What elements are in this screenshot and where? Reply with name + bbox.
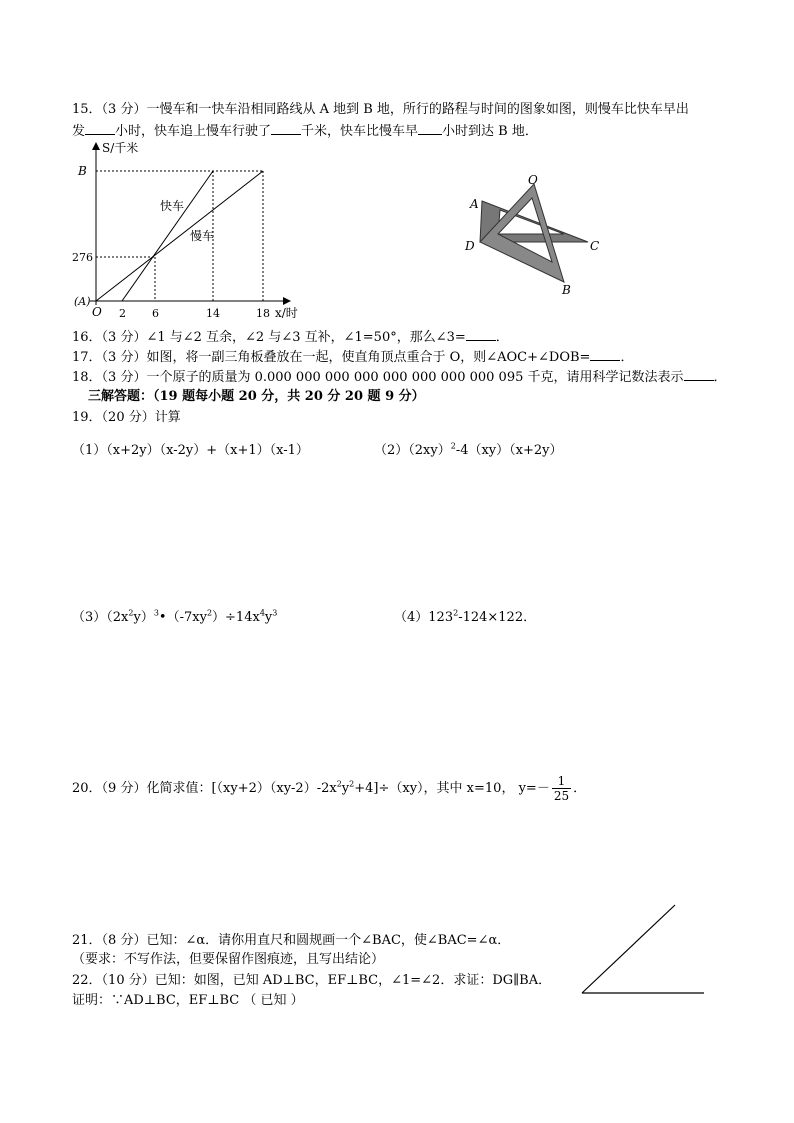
- q17-end: ．: [620, 350, 634, 365]
- label-B: B: [562, 283, 571, 297]
- q21-line2: （要求：不写作法，但要保留作图痕迹，且写出结论）: [72, 952, 385, 967]
- label-O: O: [92, 305, 102, 319]
- q19-p4-b: -124×122．: [458, 610, 537, 625]
- q20-a: 20．（9 分）化简求值：[（xy+2）（xy-2）-2x: [72, 781, 337, 796]
- q19-p3-d: ）÷14x: [212, 610, 260, 625]
- y-axis-arrow: [92, 142, 100, 150]
- fraction: [552, 774, 571, 803]
- q17: [72, 348, 633, 366]
- fast-car-label: 快车: [160, 199, 185, 213]
- q19-p4-a: （4）123: [394, 610, 454, 625]
- q19-p3-a: （3）（2x: [72, 610, 129, 625]
- label-B: B: [78, 164, 87, 178]
- label-C: C: [590, 239, 600, 253]
- fraction-numerator: 1: [552, 774, 571, 789]
- q20-sup2: 2: [349, 779, 355, 789]
- q15-text-d: 小时到达 B 地．: [442, 124, 538, 139]
- q15-text-c: 千米，快车比慢车早: [301, 124, 419, 139]
- answer-blank[interactable]: [684, 368, 714, 381]
- label-A: (A): [74, 295, 91, 308]
- q21-line1: 21．（8 分）已知：∠α．请你用直尺和圆规画一个∠BAC，使∠BAC=∠α．: [72, 933, 511, 948]
- q19-part4: [394, 610, 536, 626]
- tick-6: 6: [152, 307, 159, 320]
- q15-line2: [72, 122, 538, 140]
- q15-text-a: 发: [72, 124, 86, 139]
- q19-p4-sup: 2: [453, 608, 459, 618]
- q18-text: 18．（3 分）一个原子的质量为 0.000 000 000 000 000 000 000 000 095 千克，请用科学记数法表示: [72, 370, 684, 385]
- answer-blank[interactable]: [418, 122, 442, 135]
- set-squares-figure: [460, 172, 610, 302]
- q19-part3: [72, 610, 277, 626]
- fraction-denominator: 25: [553, 789, 570, 803]
- q19-part1: （1）（x+2y）（x-2y）+（x+1）（x-1）: [72, 443, 309, 458]
- q18-end: ．: [713, 370, 727, 385]
- q18: [72, 368, 727, 386]
- q16-text: 16．（3 分）∠1 与∠2 互余，∠2 与∠3 互补，∠1=50°，那么∠3=: [72, 330, 466, 345]
- answer-blank[interactable]: [271, 122, 301, 135]
- q15-text-b: 小时，快车追上慢车行驶了: [115, 124, 272, 139]
- q19-p3-sup5: 3: [272, 608, 278, 618]
- q17-text: 17．（3 分）如图，将一副三角板叠放在一起，使直角顶点重合于 O，则∠AOC+∠DOB=: [72, 350, 591, 365]
- distance-time-graph: [70, 140, 300, 325]
- angle-ray-1: [582, 905, 675, 993]
- label-276: 276: [72, 251, 93, 264]
- q16-end: ．: [495, 330, 509, 345]
- tick-2: 2: [119, 307, 126, 320]
- x-axis-arrow: [283, 297, 291, 305]
- q19-p3-b: y）: [133, 610, 154, 625]
- slow-car-label: 慢车: [190, 229, 215, 243]
- answer-blank[interactable]: [466, 328, 496, 341]
- q20-c: +4]÷（xy），其中 x=10， y=－: [354, 781, 550, 796]
- q19-p2-b: -4（xy）（x+2y）: [455, 443, 563, 458]
- q19-title: 19．（20 分）计算: [72, 410, 181, 425]
- tick-14: 14: [206, 307, 220, 320]
- q20-sup1: 2: [336, 779, 342, 789]
- label-D: D: [465, 239, 475, 253]
- q19-p3-sup3: 2: [206, 608, 213, 618]
- q19-part2: [374, 443, 563, 459]
- triangle-obx: [480, 184, 564, 282]
- label-A: A: [470, 197, 479, 211]
- q22-line1: 22．（10 分）已知：如图，已知 AD⊥BC，EF⊥BC，∠1=∠2．求证：DG∥BA．: [72, 973, 552, 988]
- q22-line2: 证明：∵AD⊥BC，EF⊥BC （ 已知 ）: [72, 993, 304, 1008]
- q19-p3-sup2: 3: [153, 608, 159, 618]
- q19-p2-sup: 2: [450, 441, 456, 451]
- q16: [72, 328, 509, 346]
- q20: [72, 772, 586, 808]
- q19-p2-a: （2）（2xy）: [374, 443, 451, 458]
- label-O: O: [528, 173, 538, 187]
- q19-p3-c: •（-7xy: [158, 610, 207, 625]
- q15-line1: 15．（3 分）一慢车和一快车沿相同路线从 A 地到 B 地，所行的路程与时间的图象如图，则慢车比快车早出: [72, 102, 689, 117]
- section-heading: 三解答题：（19 题每小题 20 分，共 20 分 20 题 9 分）: [88, 389, 425, 404]
- y-axis-label: S/千米: [102, 141, 139, 155]
- answer-blank[interactable]: [590, 348, 620, 361]
- q19-p3-e: y: [264, 610, 273, 625]
- q19-p3-sup1: 2: [128, 608, 134, 618]
- q19-p3-sup4: 4: [259, 608, 265, 618]
- q20-d: ．: [573, 781, 587, 796]
- answer-blank[interactable]: [85, 122, 115, 135]
- tick-18: 18: [256, 307, 270, 320]
- x-axis-label: x/时: [275, 306, 298, 320]
- q20-b: y: [341, 781, 350, 796]
- angle-alpha-figure: [578, 900, 708, 1000]
- slow-car-line: [96, 171, 263, 301]
